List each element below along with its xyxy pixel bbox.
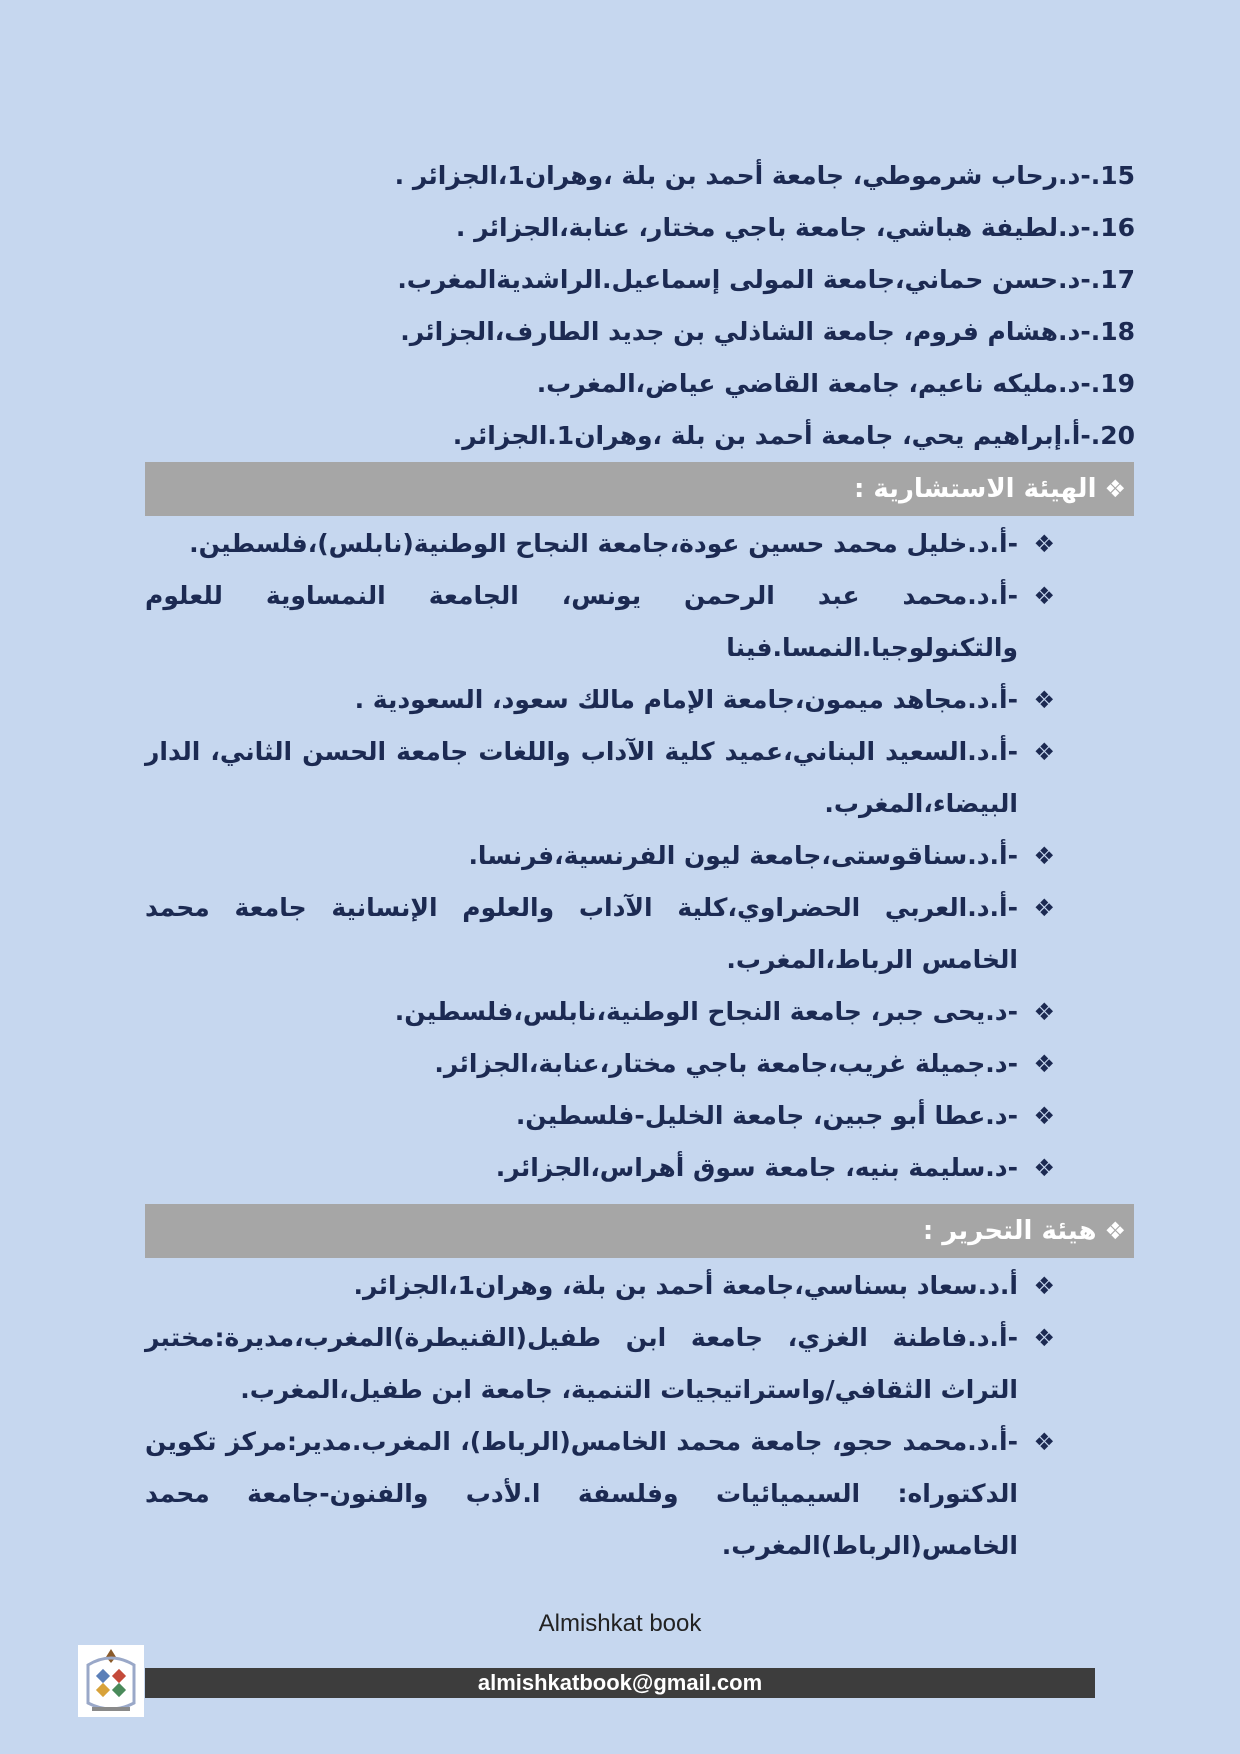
diamond-bullet-icon: ❖ [1033, 1272, 1055, 1300]
list-item: 15.-د.رحاب شرموطي، جامعة أحمد بن بلة ،وهران1،الجزائر . [394, 161, 1135, 190]
publisher-logo-icon [78, 1645, 144, 1717]
editorial-list [145, 1260, 1055, 1572]
diamond-bullet-icon: ❖ [1033, 1102, 1055, 1130]
list-item-text: -د.يحى جبر، جامعة النجاح الوطنية،نابلس،فلسطين. [394, 997, 1018, 1026]
list-item [145, 1142, 1055, 1194]
diamond-bullet-icon: ❖ [1033, 686, 1055, 714]
list-item-text: -أ.د.السعيد البناني،عميد كلية الآداب واللغات جامعة الحسن الثاني، الدار البيضاء،المغرب. [145, 737, 1018, 818]
diamond-bullet-icon: ❖ [1033, 842, 1055, 870]
list-item-text: -أ.د.محمد حجو، جامعة محمد الخامس(الرباط)، المغرب.مدير:مركز تكوين الدكتوراه: السيميائيات وفلسفة ا.لأدب والفنون-جامعة محمد الخامس(الرباط)المغرب. [145, 1427, 1018, 1560]
diamond-bullet-icon: ❖ [1033, 1050, 1055, 1078]
diamond-bullet-icon: ❖ [1033, 530, 1055, 558]
diamond-bullet-icon: ❖ [1104, 475, 1126, 503]
advisory-list [145, 518, 1055, 1194]
publisher-logo [78, 1645, 144, 1717]
advisory-section-header [145, 462, 1134, 516]
list-item [145, 986, 1055, 1038]
footer-email[interactable]: almishkatbook@gmail.com [145, 1668, 1095, 1698]
numbered-member-list [145, 150, 1135, 462]
diamond-bullet-icon: ❖ [1033, 894, 1055, 922]
list-item [145, 882, 1055, 986]
diamond-bullet-icon: ❖ [1033, 582, 1055, 610]
diamond-bullet-icon: ❖ [1033, 1324, 1055, 1352]
list-item [145, 830, 1055, 882]
list-item [145, 1416, 1055, 1572]
list-item [145, 674, 1055, 726]
list-item-text: -أ.د.فاطنة الغزي، جامعة ابن طفيل(القنيطرة)المغرب،مديرة:مختبر التراث الثقافي/واستراتيجيات التنمية، جامعة ابن طفيل،المغرب. [145, 1323, 1018, 1404]
diamond-bullet-icon: ❖ [1033, 1428, 1055, 1456]
list-item [145, 518, 1055, 570]
list-item-text: أ.د.سعاد بسناسي،جامعة أحمد بن بلة، وهران1،الجزائر. [353, 1271, 1018, 1300]
list-item-text: -د.عطا أبو جبين، جامعة الخليل-فلسطين. [515, 1101, 1018, 1130]
editorial-section-header [145, 1204, 1134, 1258]
list-item-text: -أ.د.سناقوستى،جامعة ليون الفرنسية،فرنسا. [468, 841, 1018, 870]
list-item-text: -أ.د.العربي الحضراوي،كلية الآداب والعلوم الإنسانية جامعة محمد الخامس الرباط،المغرب. [145, 893, 1018, 974]
list-item-text: -أ.د.خليل محمد حسين عودة،جامعة النجاح الوطنية(نابلس)،فلسطين. [189, 529, 1018, 558]
list-item: 17.-د.حسن حماني،جامعة المولى إسماعيل.الراشديةالمغرب. [397, 265, 1135, 294]
list-item [145, 726, 1055, 830]
list-item: 16.-د.لطيفة هباشي، جامعة باجي مختار، عنابة،الجزائر . [455, 213, 1135, 242]
list-item [145, 1312, 1055, 1416]
footer-publisher-name: Almishkat book [538, 1610, 702, 1637]
editorial-section-title: هيئة التحرير : [922, 1216, 1097, 1246]
list-item [145, 1038, 1055, 1090]
advisory-section-title: الهيئة الاستشارية : [853, 474, 1097, 504]
list-item-text: -د.سليمة بنيه، جامعة سوق أهراس،الجزائر. [495, 1153, 1018, 1182]
list-item-text: -أ.د.محمد عبد الرحمن يونس، الجامعة النمساوية للعلوم والتكنولوجيا.النمسا.فينا [145, 581, 1018, 662]
list-item [145, 1260, 1055, 1312]
diamond-bullet-icon: ❖ [1104, 1217, 1126, 1245]
list-item: 20.-أ.إبراهيم يحي، جامعة أحمد بن بلة ،وهران1.الجزائر. [452, 421, 1135, 450]
diamond-bullet-icon: ❖ [1033, 998, 1055, 1026]
list-item: 19.-د.مليكه ناعيم، جامعة القاضي عياض،المغرب. [536, 369, 1135, 398]
diamond-bullet-icon: ❖ [1033, 1154, 1055, 1182]
list-item [145, 1090, 1055, 1142]
list-item-text: -أ.د.مجاهد ميمون،جامعة الإمام مالك سعود، السعودية . [354, 685, 1018, 714]
list-item [145, 570, 1055, 674]
diamond-bullet-icon: ❖ [1033, 738, 1055, 766]
list-item-text: -د.جميلة غريب،جامعة باجي مختار،عنابة،الجزائر. [434, 1049, 1018, 1078]
list-item: 18.-د.هشام فروم، جامعة الشاذلي بن جديد الطارف،الجزائر. [400, 317, 1135, 346]
